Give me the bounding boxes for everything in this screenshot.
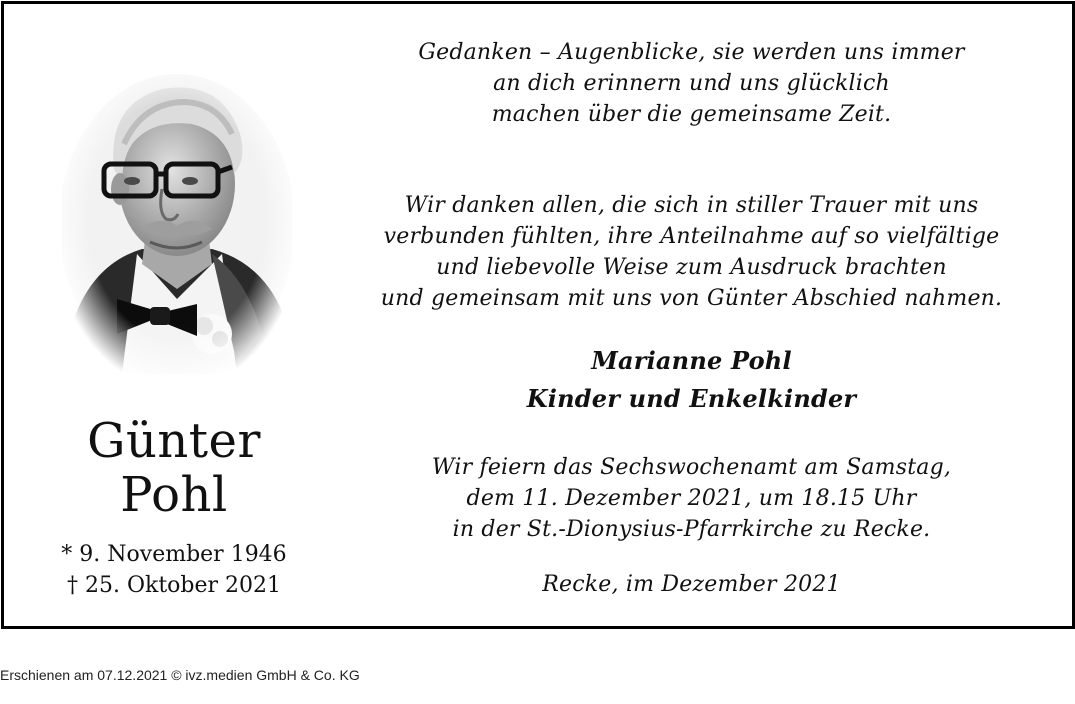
service-line: in der St.-Dionysius-Pfarrkirche zu Recke. xyxy=(452,517,931,542)
family-line: Marianne Pohl xyxy=(591,346,792,375)
birth-date: * 9. November 1946 xyxy=(61,542,287,567)
service-line: dem 11. Dezember 2021, um 18.15 Uhr xyxy=(466,486,917,511)
thanks-line: und liebevolle Weise zum Ausdruck brachten xyxy=(436,255,947,280)
family-signature xyxy=(339,342,1044,418)
thanks-line: und gemeinsam mit uns von Günter Abschied nahmen. xyxy=(380,286,1003,311)
quote-line: Gedanken – Augenblicke, sie werden uns immer xyxy=(418,40,965,65)
thanks-line: Wir danken allen, die sich in stiller Trauer mit uns xyxy=(404,193,979,218)
thanks-text xyxy=(339,190,1044,314)
memorial-quote xyxy=(339,37,1044,130)
service-announcement xyxy=(339,452,1044,545)
life-dates xyxy=(34,539,314,601)
portrait-illustration xyxy=(62,64,292,374)
last-name: Pohl xyxy=(120,467,228,523)
publication-footer: Erschienen am 07.12.2021 © ivz.medien GmbH & Co. KG xyxy=(0,667,360,683)
portrait-photo xyxy=(62,64,292,374)
death-date: † 25. Oktober 2021 xyxy=(66,573,282,598)
obituary-notice xyxy=(1,1,1075,629)
quote-line: machen über die gemeinsame Zeit. xyxy=(491,102,892,127)
service-line: Wir feiern das Sechswochenamt am Samstag, xyxy=(431,455,952,480)
thanks-line: verbunden fühlten, ihre Anteilnahme auf so vielfältige xyxy=(383,224,1000,249)
place-date-line: Recke, im Dezember 2021 xyxy=(542,572,841,597)
deceased-name xyxy=(34,414,314,522)
place-and-date xyxy=(339,569,1044,600)
family-line: Kinder und Enkelkinder xyxy=(526,384,857,413)
first-name: Günter xyxy=(87,413,261,469)
quote-line: an dich erinnern und uns glücklich xyxy=(493,71,890,96)
